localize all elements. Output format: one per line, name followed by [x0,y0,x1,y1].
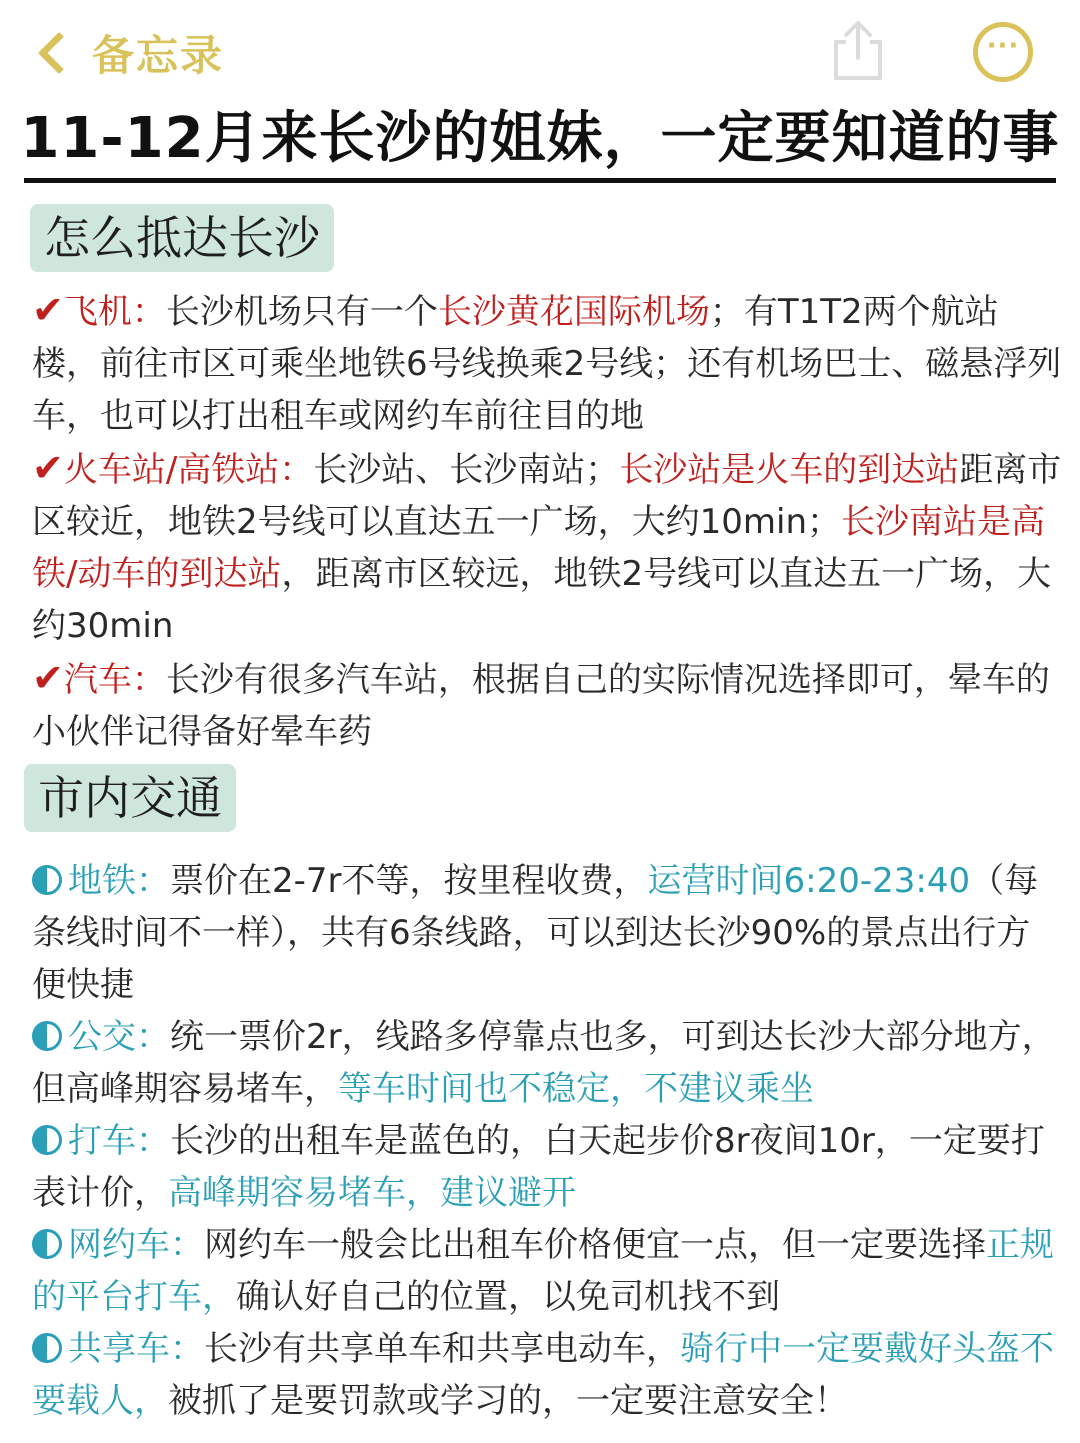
item-label: 公交： [68,1017,170,1057]
list-item-bus [32,1011,1062,1115]
item-label: 网约车： [68,1225,204,1265]
section-heading-transport: 市内交通 [24,764,236,832]
item-highlight: 正规的平台打车， [32,1225,1054,1317]
back-button[interactable] [30,22,224,84]
item-text: 统一票价2r，线路多停靠点也多，可到达长沙大部分地方，但高峰期容易堵车， [32,1017,1056,1109]
item-label: 打车： [68,1121,170,1161]
top-bar [0,0,1080,100]
item-text: 长沙站、长沙南站； [313,450,620,490]
list-item-shared-bike [32,1323,1062,1427]
item-label: 共享车： [68,1329,204,1369]
checkmark-icon: ✔ [32,288,64,332]
item-label: 飞机： [63,292,166,332]
half-circle-icon [32,865,62,895]
item-text: 票价在2-7r不等，按里程收费， [170,861,648,901]
half-circle-icon [32,1229,62,1259]
more-button[interactable] [973,22,1033,82]
item-highlight: 高峰期容易堵车，建议避开 [168,1173,576,1213]
checkmark-icon: ✔ [32,656,64,700]
share-button[interactable] [828,18,888,84]
item-highlight: 运营时间6:20-23:40 [647,861,971,901]
checkmark-icon: ✔ [32,446,64,490]
list-item-bus-station [32,652,1062,758]
item-text: 长沙有很多汽车站，根据自己的实际情况选择即可，晕车的小伙伴记得备好晕车药 [32,660,1050,752]
section-heading-arrival: 怎么抵达长沙 [30,204,334,272]
item-text: 长沙机场只有一个 [165,292,438,332]
item-label: 火车站/高铁站： [63,450,314,490]
list-item-metro [32,855,1062,1011]
item-text: 确认好自己的位置，以免司机找不到 [236,1277,780,1317]
item-text: 被抓了是要罚款或学习的，一定要注意安全！ [168,1381,848,1421]
list-item-taxi [32,1115,1062,1219]
item-text: ，距离市区较远，地铁2号线可以直达五一广场，大约30min [32,554,1052,646]
item-text: 距离市区较近，地铁2号线可以直达五一广场，大约10min； [32,450,1062,542]
title-divider [24,178,1056,183]
item-text: （每条线时间不一样），共有6条线路，可以到达长沙90%的景点出行方便快捷 [32,861,1039,1005]
item-highlight: 骑行中一定要戴好头盔不要载人， [32,1329,1054,1421]
transport-list [32,855,1062,1427]
half-circle-icon [32,1333,62,1363]
half-circle-icon [32,1021,62,1051]
page-title: 11-12月来长沙的姐妹，一定要知道的事 [20,106,1060,171]
item-text: 长沙有共享单车和共享电动车， [204,1329,680,1369]
item-highlight: 长沙站是火车的到达站 [619,450,960,490]
item-text: 长沙的出租车是蓝色的，白天起步价8r夜间10r，一定要打表计价， [32,1121,1045,1213]
item-highlight: 长沙南站是高铁/动车的到达站 [32,502,1046,594]
more-icon: ··· [986,31,1020,61]
list-item-train [32,442,1062,652]
list-item-plane [32,284,1062,442]
item-text: 网约车一般会比出租车价格便宜一点，但一定要选择 [204,1225,986,1265]
share-icon [828,18,888,84]
chevron-left-icon [38,32,80,74]
item-label: 汽车： [63,660,166,700]
item-highlight: 长沙黄花国际机场 [437,292,710,332]
half-circle-icon [32,1125,62,1155]
arrival-list [32,284,1062,758]
list-item-ride-hailing [32,1219,1062,1323]
item-label: 地铁： [68,861,170,901]
item-highlight: 等车时间也不稳定，不建议乘坐 [338,1069,814,1109]
item-text: ；有T1T2两个航站楼，前往市区可乘坐地铁6号线换乘2号线；还有机场巴士、磁悬浮列车，也可以打出租车或网约车前往目的地 [32,292,1062,436]
back-label: 备忘录 [92,31,225,80]
